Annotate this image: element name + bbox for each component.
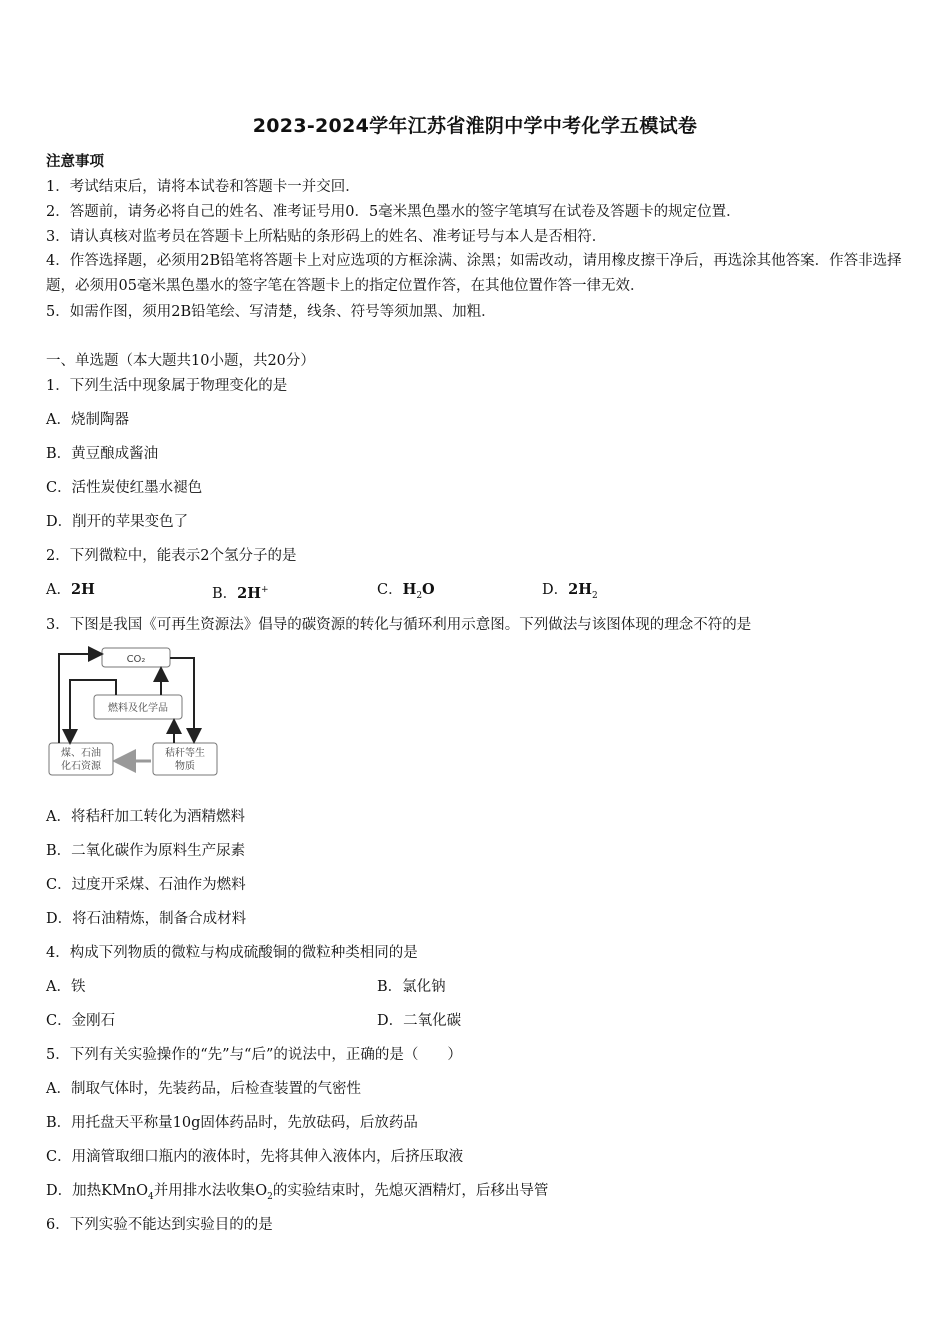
question-1-stem: 1．下列生活中现象属于物理变化的是 bbox=[46, 378, 288, 394]
question-3-stem: 3．下图是我国《可再生资源法》倡导的碳资源的转化与循环利用示意图。下列做法与该图体现的理念不符的是 bbox=[46, 617, 752, 633]
question-1-option-c: C．活性炭使红墨水褪色 bbox=[46, 480, 203, 496]
question-5-option-a: A．制取气体时，先装药品，后检查装置的气密性 bbox=[46, 1081, 361, 1097]
question-3-option-d: D．将石油精炼，制备合成材料 bbox=[46, 911, 247, 927]
fossil-label-1: 煤、石油 bbox=[61, 748, 101, 759]
question-2-option-b: B．2H+ bbox=[212, 584, 269, 602]
question-2-option-a: A．2H bbox=[46, 581, 95, 598]
question-6-stem: 6．下列实验不能达到实验目的的是 bbox=[46, 1217, 273, 1233]
question-4-option-c: C．金刚石 bbox=[46, 1013, 116, 1029]
question-2-option-c: C．$H_2O$ bbox=[377, 581, 435, 601]
question-3-option-b: B．二氧化碳作为原料生产尿素 bbox=[46, 843, 246, 859]
question-5-option-d: D．加热KMnO$_4$并用排水法收集$O_2$的实验结束时，先熄灭酒精灯，后移出导管 bbox=[46, 1183, 549, 1202]
notice-item-3: 3．请认真核对监考员在答题卡上所粘贴的条形码上的姓名、准考证号与本人是否相符． bbox=[46, 229, 607, 245]
question-5-option-c: C．用滴管取细口瓶内的液体时，先将其伸入液体内，后挤压取液 bbox=[46, 1149, 464, 1165]
carbon-cycle-diagram bbox=[46, 644, 222, 780]
question-2-option-d: D．$2H_2$ bbox=[542, 581, 598, 601]
question-2-stem: 2．下列微粒中，能表示2个氢分子的是 bbox=[46, 548, 297, 564]
question-1-option-a: A．烧制陶器 bbox=[46, 412, 129, 428]
biomass-label-1: 秸秆等生 bbox=[165, 748, 205, 759]
notice-item-1: 1．考试结束后，请将本试卷和答题卡一并交回． bbox=[46, 179, 360, 195]
co2-label: CO₂ bbox=[126, 654, 146, 665]
question-1-option-d: D．削开的苹果变色了 bbox=[46, 514, 189, 530]
notice-item-2: 2．答题前，请务必将自己的姓名、准考证号用0．5毫米黑色墨水的签字笔填写在试卷及答题卡的规定位置． bbox=[46, 204, 741, 220]
question-3-option-c: C．过度开采煤、石油作为燃料 bbox=[46, 877, 246, 893]
notice-item-5: 5．如需作图，须用2B铅笔绘、写清楚，线条、符号等须加黑、加粗． bbox=[46, 304, 496, 320]
question-5-stem: 5．下列有关实验操作的“先”与“后”的说法中，正确的是（ ） bbox=[46, 1047, 462, 1063]
notice-heading: 注意事项 bbox=[46, 153, 104, 170]
question-1-option-b: B．黄豆酿成酱油 bbox=[46, 446, 159, 462]
question-5-option-b: B．用托盘天平称量10g固体药品时，先放砝码，后放药品 bbox=[46, 1115, 418, 1131]
question-4-option-d: D．二氧化碳 bbox=[377, 1013, 462, 1029]
question-4-stem: 4．构成下列物质的微粒与构成硫酸铜的微粒种类相同的是 bbox=[46, 945, 418, 961]
fuel-label: 燃料及化学品 bbox=[108, 703, 168, 714]
question-4-option-b: B．氯化钠 bbox=[377, 979, 446, 995]
paper-title: 2023-2024学年江苏省淮阴中学中考化学五模试卷 bbox=[252, 115, 698, 137]
section-heading: 一、单选题（本大题共10小题，共20分） bbox=[46, 353, 315, 369]
question-4-option-a: A．铁 bbox=[46, 979, 86, 995]
biomass-label-2: 物质 bbox=[175, 761, 195, 772]
question-3-option-a: A．将秸秆加工转化为酒精燃料 bbox=[46, 809, 245, 825]
notice-item-4: 4．作答选择题，必须用2B铅笔将答题卡上对应选项的方框涂满、涂黑；如需改动，请用橡皮擦干净后，再选涂其他答案．作答非选择题，必须用05毫米黑色墨水的签字笔在答题卡上的指定位置作答，在其他位置作答一律无效． bbox=[46, 253, 902, 294]
fossil-label-2: 化石资源 bbox=[61, 761, 101, 772]
